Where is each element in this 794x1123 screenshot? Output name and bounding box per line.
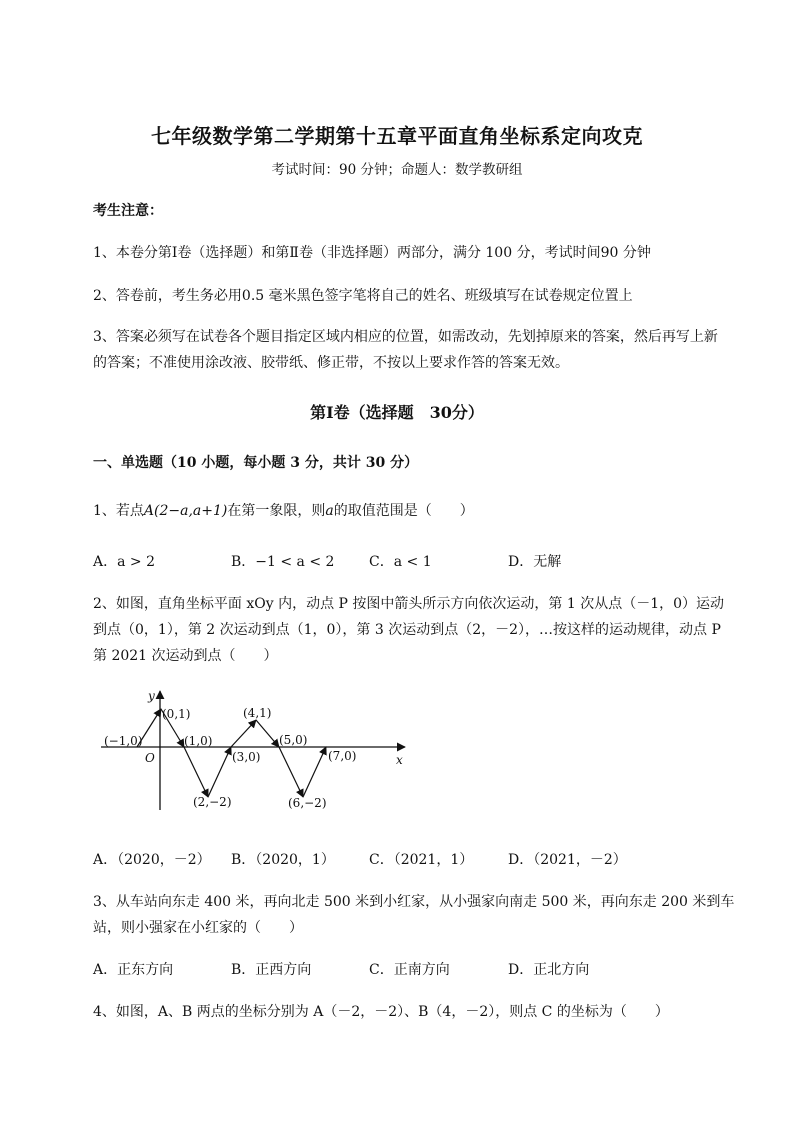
point-label-9: (7,0): [328, 749, 357, 763]
y-axis-label: y: [148, 689, 155, 703]
section-title: 第Ⅰ卷（选择题 30分）: [310, 403, 484, 422]
move-5-arrow: [231, 720, 256, 747]
q2-option-a[interactable]: A．（2020，－2）: [93, 852, 211, 868]
q1-option-a[interactable]: A．a > 2: [93, 554, 155, 570]
question-4-line: 4、如图，A、B 两点的坐标分别为 A（－2，－2）、B（4，－2），则点 C 的坐标为（ ）: [93, 1004, 669, 1020]
point-label-7: (5,0): [279, 733, 308, 747]
point-label-6: (4,1): [243, 706, 272, 720]
q1-option-c[interactable]: C．a < 1: [369, 554, 432, 570]
q1-mid: 在第一象限，则: [227, 503, 326, 519]
q2-option-d[interactable]: D．（2021，－2）: [508, 852, 627, 868]
note-item-3-cont: 的答案；不准使用涂改液、胶带纸、修正带，不按以上要求作答的答案无效。: [93, 355, 569, 371]
page-title: 七年级数学第二学期第十五章平面直角坐标系定向攻克: [151, 124, 643, 148]
move-7-arrow: [279, 747, 303, 797]
move-3-arrow: [184, 747, 208, 797]
point-label-3: (1,0): [184, 734, 213, 748]
point-label-4: (2,−2): [193, 795, 232, 809]
question-2-line-2: 到点（0，1），第 2 次运动到点（1，0），第 3 次运动到点（2，－2），…按这样的运动规律，动点 P: [93, 622, 721, 638]
q3-option-c[interactable]: C．正南方向: [369, 962, 450, 978]
note-item-3: 3、答案必须写在试卷各个题目指定区域内相应的位置，如需改动，先划掉原来的答案，然后再写上新: [93, 329, 718, 345]
note-item-1: 1、本卷分第Ⅰ卷（选择题）和第Ⅱ卷（非选择题）两部分，满分 100 分，考试时间90 分钟: [93, 245, 651, 261]
question-3-line-1: 3、从车站向东走 400 米，再向北走 500 米到小红家，从小强家向南走 500 米，再向东走 200 米到车: [93, 894, 735, 910]
question-1-stem: [93, 500, 474, 520]
notes-heading: 考生注意：: [93, 203, 163, 219]
question-2-line-1: 2、如图，直角坐标平面 xOy 内，动点 P 按图中箭头所示方向依次运动，第 1 次从点（－1，0）运动: [93, 596, 725, 612]
question-2-line-3: 第 2021 次运动到点（ ）: [93, 648, 278, 664]
point-label-2: (0,1): [162, 707, 191, 721]
q1-option-d[interactable]: D．无解: [508, 554, 562, 570]
page-subtitle: 考试时间：90 分钟；命题人：数学教研组: [271, 162, 523, 178]
point-label-8: (6,−2): [288, 796, 327, 810]
point-label-1: (−1,0): [104, 734, 143, 748]
point-label-5: (3,0): [232, 750, 261, 764]
q1-var: a: [325, 503, 334, 519]
x-axis-label: x: [396, 753, 403, 767]
part-heading: 一、单选题（10 小题，每小题 3 分，共计 30 分）: [93, 455, 419, 471]
q2-option-c[interactable]: C．（2021，1）: [369, 852, 474, 868]
note-item-2: 2、答卷前，考生务必用0.5 毫米黑色签字笔将自己的姓名、班级填写在试卷规定位置上: [93, 288, 633, 304]
q2-option-b[interactable]: B．（2020，1）: [231, 852, 335, 868]
question-3-line-2: 站，则小强家在小红家的（ ）: [93, 920, 303, 936]
q1-suffix: 的取值范围是（ ）: [333, 503, 474, 519]
move-8-arrow: [303, 747, 326, 797]
move-6-arrow: [256, 720, 279, 747]
q3-option-a[interactable]: A．正东方向: [93, 962, 174, 978]
q1-prefix: 1、若点: [93, 503, 144, 519]
q1-point: A(2−a,a+1): [143, 503, 228, 519]
q3-option-d[interactable]: D．正北方向: [508, 962, 590, 978]
q3-option-b[interactable]: B．正西方向: [231, 962, 312, 978]
origin-label: O: [145, 751, 155, 765]
move-4-arrow: [208, 747, 231, 797]
motion-path-figure: [93, 685, 413, 815]
q1-option-b[interactable]: B．−1 < a < 2: [231, 554, 335, 570]
